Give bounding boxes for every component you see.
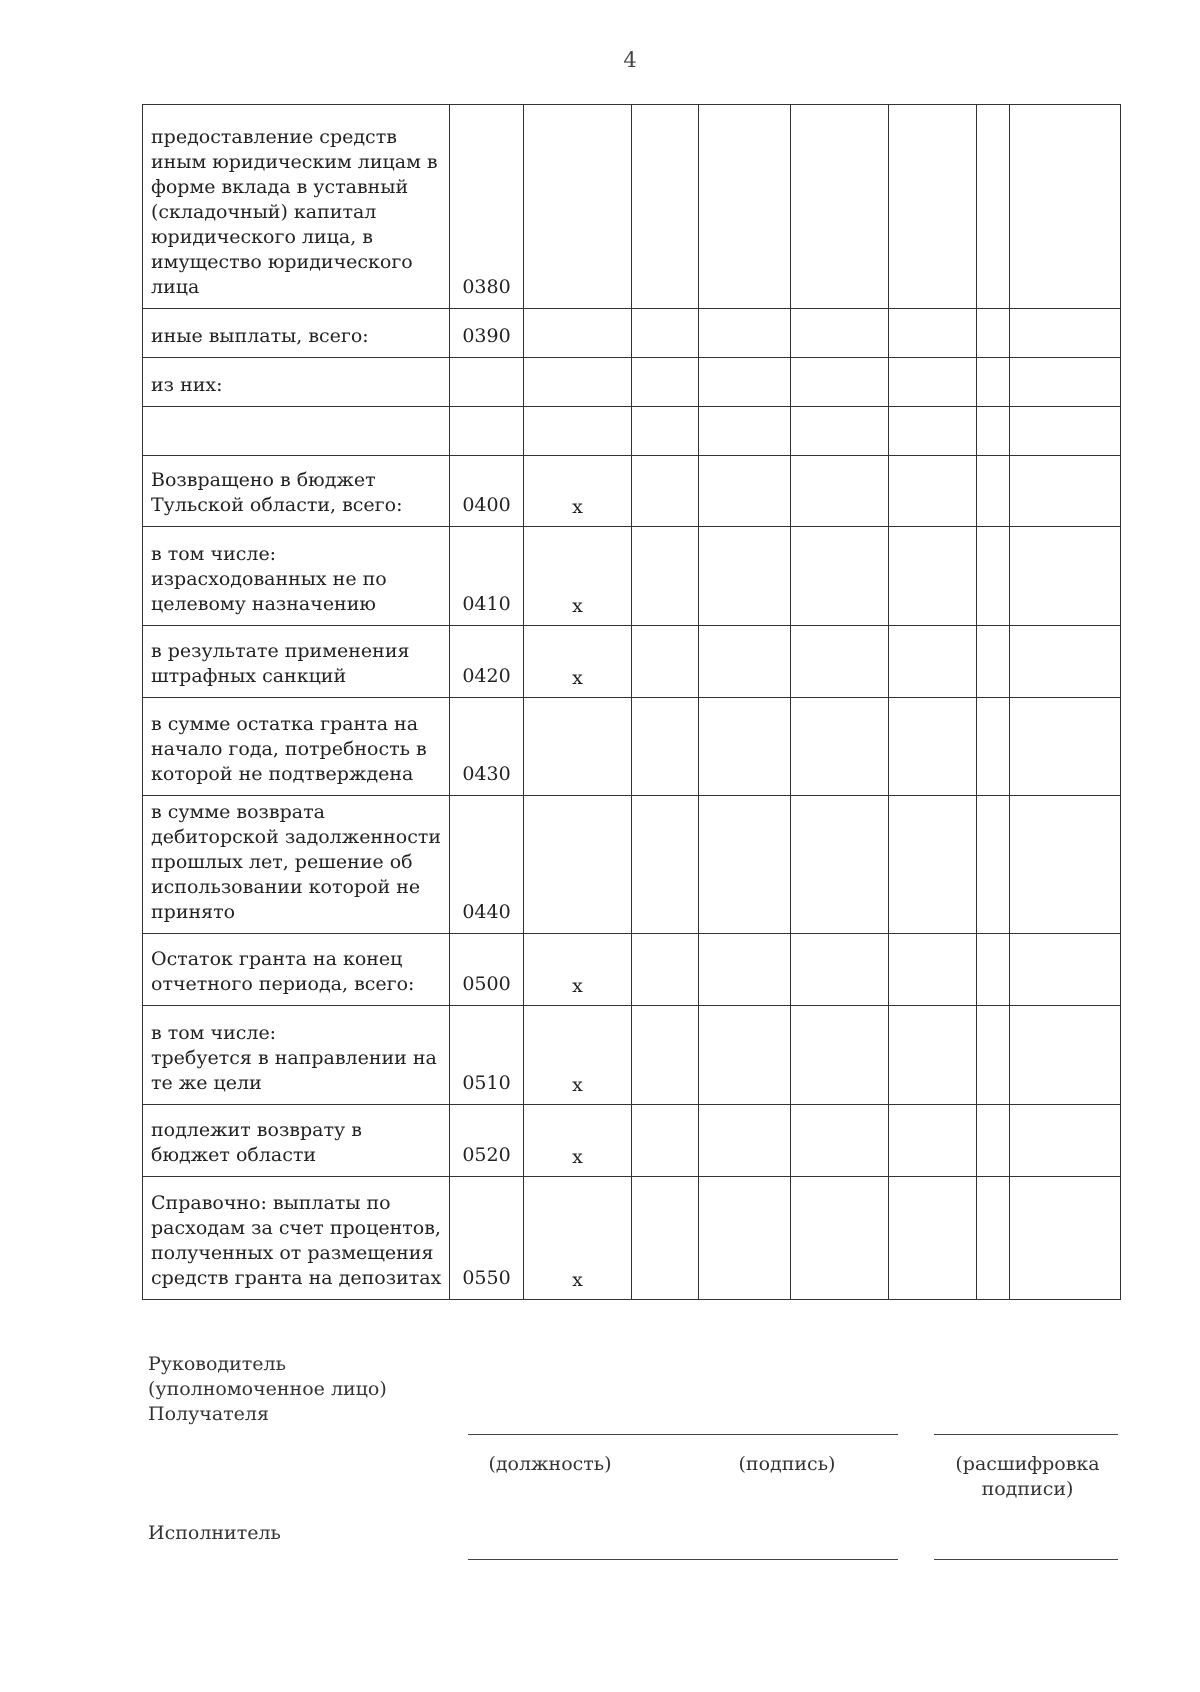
row-name-cell: Остаток гранта на конец отчетного периода, всего: xyxy=(143,934,450,1006)
row-name-cell: в сумме возврата дебиторской задолженности прошлых лет, решение об использовании которой не принято xyxy=(143,796,450,934)
row-code-cell: 0380 xyxy=(450,105,524,309)
row-value-cell xyxy=(1010,309,1121,358)
row-value-cell xyxy=(889,527,977,626)
row-mark-cell xyxy=(524,698,632,796)
table-row xyxy=(143,309,1121,358)
row-value-cell xyxy=(977,796,1010,934)
row-code-cell: 0430 xyxy=(450,698,524,796)
table-row xyxy=(143,456,1121,527)
signature-caption: (подпись) xyxy=(738,1453,836,1475)
row-value-cell xyxy=(1010,407,1121,456)
row-value-cell xyxy=(889,407,977,456)
row-name-cell: из них: xyxy=(143,358,450,407)
row-value-cell xyxy=(791,1006,889,1105)
table-row xyxy=(143,934,1121,1006)
row-value-cell xyxy=(632,1006,699,1105)
row-value-cell xyxy=(889,456,977,527)
row-mark-cell xyxy=(524,309,632,358)
executor-label: Исполнитель xyxy=(148,1522,281,1544)
row-mark-cell: x xyxy=(524,1105,632,1177)
decoding-line xyxy=(934,1434,1118,1435)
row-value-cell xyxy=(1010,1177,1121,1300)
row-value-cell xyxy=(791,1105,889,1177)
row-value-cell xyxy=(977,105,1010,309)
row-value-cell xyxy=(699,796,791,934)
row-value-cell xyxy=(632,105,699,309)
row-value-cell xyxy=(889,698,977,796)
row-code-cell xyxy=(450,407,524,456)
row-code-cell: 0400 xyxy=(450,456,524,527)
table-row xyxy=(143,1177,1121,1300)
row-value-cell xyxy=(791,407,889,456)
row-value-cell xyxy=(632,1177,699,1300)
report-table xyxy=(142,104,1121,1300)
row-value-cell xyxy=(977,309,1010,358)
row-value-cell xyxy=(699,105,791,309)
row-mark-cell: x xyxy=(524,1006,632,1105)
row-value-cell xyxy=(791,456,889,527)
table-row xyxy=(143,1006,1121,1105)
row-name-cell: в том числе: израсходованных не по целевому назначению xyxy=(143,527,450,626)
report-table-body xyxy=(143,105,1121,1300)
row-value-cell xyxy=(889,1177,977,1300)
row-value-cell xyxy=(889,309,977,358)
row-value-cell xyxy=(632,626,699,698)
head-label: Руководитель (уполномоченное лицо) Получателя xyxy=(148,1353,387,1425)
decoding-caption: (расшифровка подписи) xyxy=(955,1453,1100,1500)
row-name-cell xyxy=(143,407,450,456)
row-value-cell xyxy=(791,105,889,309)
row-value-cell xyxy=(791,1177,889,1300)
row-value-cell xyxy=(632,796,699,934)
row-name-cell: Справочно: выплаты по расходам за счет процентов, полученных от размещения средств гранта на депозитах xyxy=(143,1177,450,1300)
row-value-cell xyxy=(1010,796,1121,934)
row-value-cell xyxy=(632,407,699,456)
row-value-cell xyxy=(632,1105,699,1177)
row-name-cell: подлежит возврату в бюджет области xyxy=(143,1105,450,1177)
row-value-cell xyxy=(699,456,791,527)
row-name-cell: в том числе: требуется в направлении на те же цели xyxy=(143,1006,450,1105)
row-value-cell xyxy=(977,626,1010,698)
row-value-cell xyxy=(791,698,889,796)
row-value-cell xyxy=(977,456,1010,527)
row-value-cell xyxy=(1010,105,1121,309)
row-value-cell xyxy=(699,626,791,698)
row-mark-cell xyxy=(524,358,632,407)
row-mark-cell xyxy=(524,105,632,309)
row-name-cell: в результате применения штрафных санкций xyxy=(143,626,450,698)
row-name-cell: иные выплаты, всего: xyxy=(143,309,450,358)
row-code-cell: 0420 xyxy=(450,626,524,698)
row-code-cell: 0510 xyxy=(450,1006,524,1105)
row-name-cell: предоставление средств иным юридическим лицам в форме вклада в уставный (складочный) капитал юридического лица, в имущество юридического лица xyxy=(143,105,450,309)
row-value-cell xyxy=(791,309,889,358)
row-value-cell xyxy=(889,358,977,407)
row-value-cell xyxy=(977,934,1010,1006)
executor-signature-line xyxy=(468,1559,898,1560)
row-value-cell xyxy=(1010,934,1121,1006)
table-row xyxy=(143,698,1121,796)
row-mark-cell: x xyxy=(524,456,632,527)
row-code-cell: 0550 xyxy=(450,1177,524,1300)
table-row xyxy=(143,527,1121,626)
row-name-cell: в сумме остатка гранта на начало года, потребность в которой не подтверждена xyxy=(143,698,450,796)
row-code-cell: 0390 xyxy=(450,309,524,358)
row-mark-cell: x xyxy=(524,934,632,1006)
table-row xyxy=(143,358,1121,407)
row-code-cell: 0410 xyxy=(450,527,524,626)
table-row xyxy=(143,105,1121,309)
row-mark-cell xyxy=(524,407,632,456)
executor-decoding-line xyxy=(934,1559,1118,1560)
row-value-cell xyxy=(632,456,699,527)
row-value-cell xyxy=(791,626,889,698)
row-mark-cell xyxy=(524,796,632,934)
position-caption: (должность) xyxy=(488,1453,612,1475)
row-value-cell xyxy=(889,796,977,934)
row-value-cell xyxy=(977,358,1010,407)
row-value-cell xyxy=(699,527,791,626)
row-code-cell: 0520 xyxy=(450,1105,524,1177)
row-value-cell xyxy=(791,796,889,934)
row-code-cell: 0500 xyxy=(450,934,524,1006)
row-value-cell xyxy=(977,407,1010,456)
row-value-cell xyxy=(791,527,889,626)
row-value-cell xyxy=(1010,626,1121,698)
row-value-cell xyxy=(699,1105,791,1177)
row-value-cell xyxy=(699,934,791,1006)
row-value-cell xyxy=(889,105,977,309)
row-value-cell xyxy=(977,1006,1010,1105)
row-mark-cell: x xyxy=(524,527,632,626)
table-row xyxy=(143,796,1121,934)
row-value-cell xyxy=(791,934,889,1006)
row-value-cell xyxy=(699,407,791,456)
row-value-cell xyxy=(977,1105,1010,1177)
row-value-cell xyxy=(632,358,699,407)
row-value-cell xyxy=(977,698,1010,796)
row-name-cell: Возвращено в бюджет Тульской области, всего: xyxy=(143,456,450,527)
row-value-cell xyxy=(1010,1006,1121,1105)
row-value-cell xyxy=(889,626,977,698)
row-value-cell xyxy=(889,1105,977,1177)
row-value-cell xyxy=(699,309,791,358)
row-value-cell xyxy=(889,1006,977,1105)
page-number: 4 xyxy=(623,48,637,72)
row-value-cell xyxy=(632,934,699,1006)
row-value-cell xyxy=(632,527,699,626)
row-value-cell xyxy=(1010,358,1121,407)
row-value-cell xyxy=(699,698,791,796)
position-signature-line xyxy=(468,1434,898,1435)
row-value-cell xyxy=(977,1177,1010,1300)
row-value-cell xyxy=(977,527,1010,626)
row-value-cell xyxy=(1010,1105,1121,1177)
table-row xyxy=(143,1105,1121,1177)
row-mark-cell: x xyxy=(524,626,632,698)
row-value-cell xyxy=(699,1177,791,1300)
row-value-cell xyxy=(699,358,791,407)
row-value-cell xyxy=(632,698,699,796)
row-mark-cell: x xyxy=(524,1177,632,1300)
table-row xyxy=(143,407,1121,456)
row-value-cell xyxy=(791,358,889,407)
row-code-cell: 0440 xyxy=(450,796,524,934)
row-code-cell xyxy=(450,358,524,407)
row-value-cell xyxy=(1010,456,1121,527)
row-value-cell xyxy=(699,1006,791,1105)
row-value-cell xyxy=(632,309,699,358)
table-row xyxy=(143,626,1121,698)
row-value-cell xyxy=(1010,527,1121,626)
row-value-cell xyxy=(889,934,977,1006)
row-value-cell xyxy=(1010,698,1121,796)
